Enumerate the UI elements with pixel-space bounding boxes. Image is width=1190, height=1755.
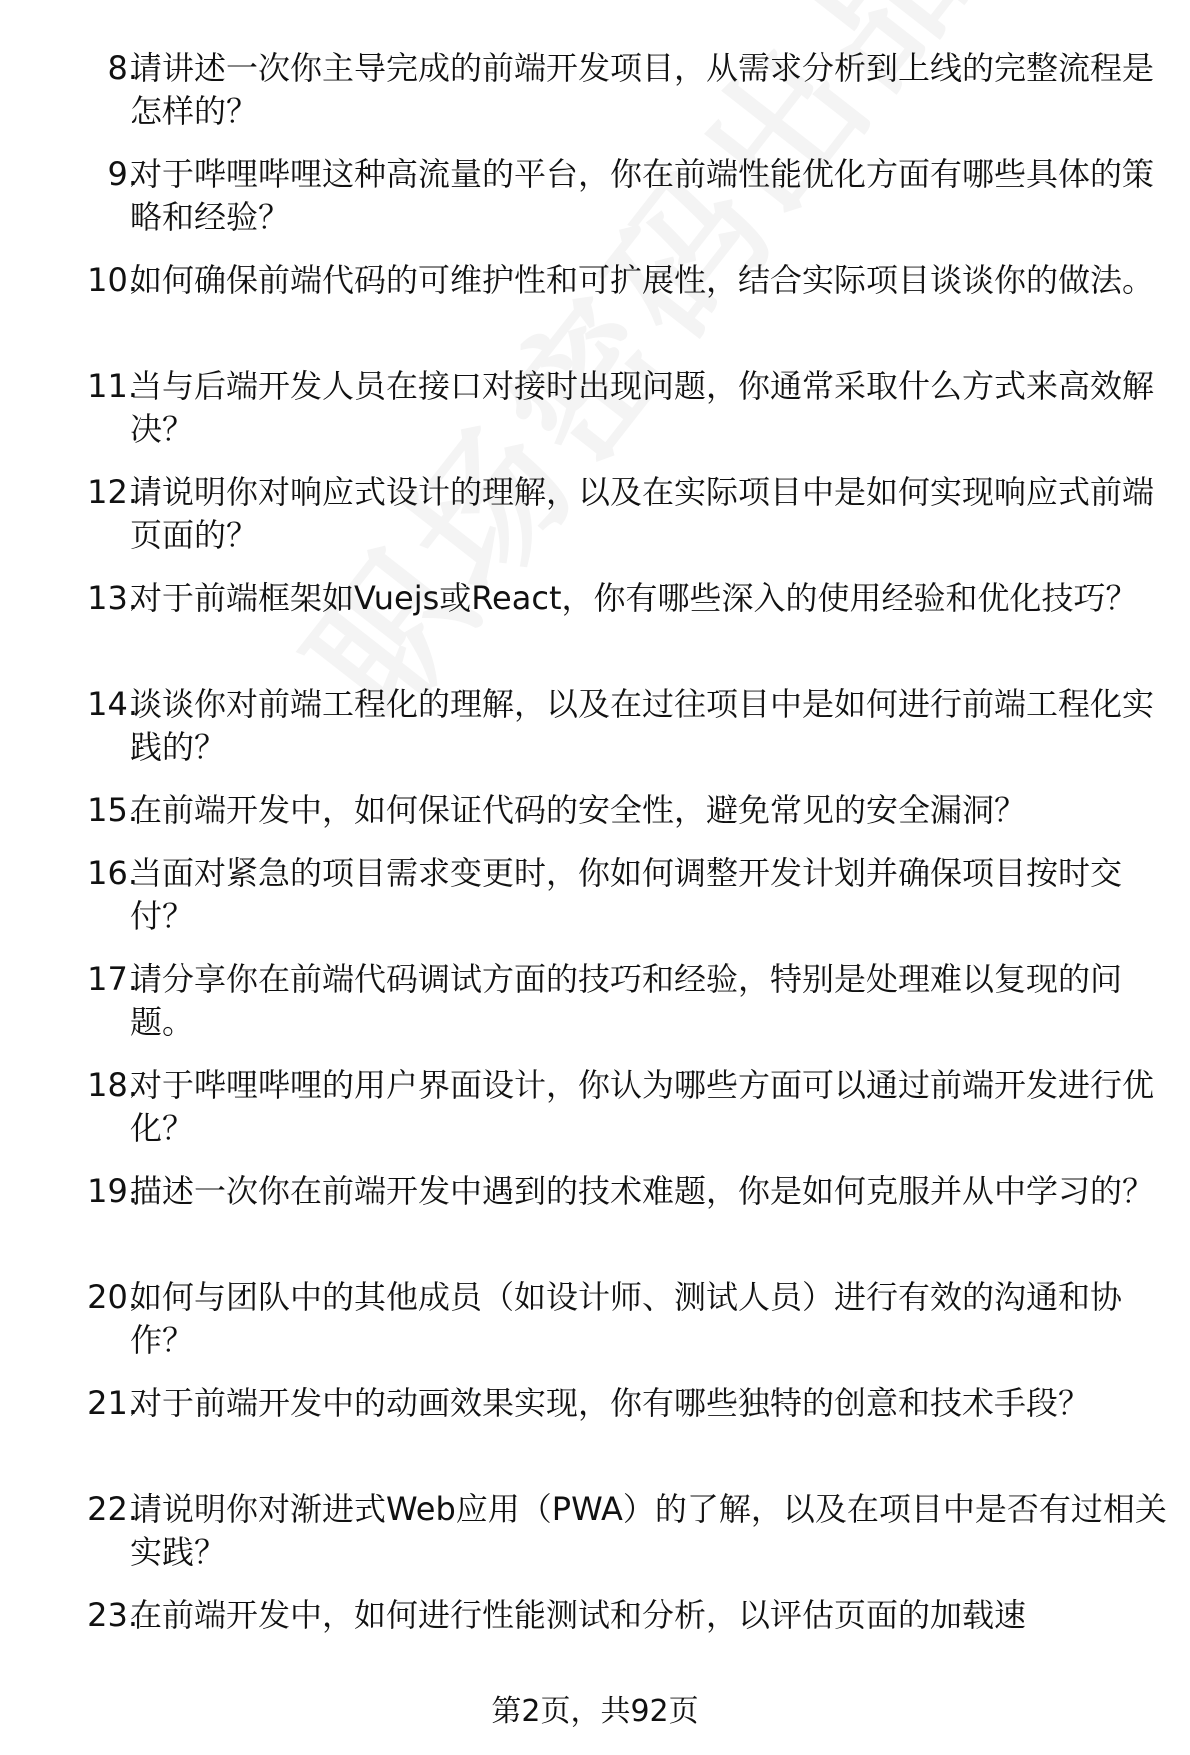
question-text: 请讲述一次你主导完成的前端开发项目，从需求分析到上线的完整流程是怎样的？ (130, 49, 1155, 130)
question-item (0, 683, 1190, 769)
question-text: 在前端开发中，如何进行性能测试和分析，以评估页面的加载速 (130, 1596, 1027, 1634)
question-item (0, 1276, 1190, 1362)
question-text: 如何与团队中的其他成员（如设计师、测试人员）进行有效的沟通和协作？ (130, 1278, 1123, 1359)
question-item (0, 259, 1190, 345)
question-item (0, 852, 1190, 938)
question-text: 如何确保前端代码的可维护性和可扩展性，结合实际项目谈谈你的做法。 (130, 261, 1155, 299)
question-number: 9. (107, 155, 138, 193)
question-text: 当与后端开发人员在接口对接时出现问题，你通常采取什么方式来高效解决？ (130, 367, 1155, 448)
question-number: 23. (87, 1596, 138, 1634)
question-number: 17. (87, 960, 138, 998)
question-item (0, 1064, 1190, 1150)
question-text: 当面对紧急的项目需求变更时，你如何调整开发计划并确保项目按时交付？ (130, 854, 1123, 935)
question-number: 15. (87, 791, 138, 829)
question-number: 14. (87, 685, 138, 723)
question-number: 12. (87, 473, 138, 511)
question-text: 请分享你在前端代码调试方面的技巧和经验，特别是处理难以复现的问题。 (130, 960, 1123, 1041)
question-text: 请说明你对渐进式Web应用（PWA）的了解，以及在项目中是否有过相关实践？ (130, 1490, 1167, 1571)
question-number: 10. (87, 261, 138, 299)
question-item (0, 153, 1190, 239)
question-text: 对于哔哩哔哩这种高流量的平台，你在前端性能优化方面有哪些具体的策略和经验？ (130, 155, 1155, 236)
question-number: 20. (87, 1278, 138, 1316)
question-text: 对于前端框架如Vuejs或React，你有哪些深入的使用经验和优化技巧？ (130, 579, 1138, 617)
question-text: 请说明你对响应式设计的理解，以及在实际项目中是如何实现响应式前端页面的？ (130, 473, 1155, 554)
question-text: 对于前端开发中的动画效果实现，你有哪些独特的创意和技术手段？ (130, 1384, 1091, 1422)
question-number: 19. (87, 1172, 138, 1210)
question-item (0, 365, 1190, 451)
question-number: 21. (87, 1384, 138, 1422)
question-item (0, 47, 1190, 133)
question-number: 11. (87, 367, 138, 405)
question-number: 18. (87, 1066, 138, 1104)
question-text: 在前端开发中，如何保证代码的安全性，避免常见的安全漏洞？ (130, 791, 1027, 829)
question-text: 谈谈你对前端工程化的理解，以及在过往项目中是如何进行前端工程化实践的？ (130, 685, 1155, 766)
question-text: 对于哔哩哔哩的用户界面设计，你认为哪些方面可以通过前端开发进行优化？ (130, 1066, 1155, 1147)
question-item (0, 958, 1190, 1044)
page-footer: 第2页，共92页 (491, 1694, 699, 1729)
question-text: 描述一次你在前端开发中遇到的技术难题，你是如何克服并从中学习的？ (130, 1172, 1155, 1210)
question-number: 16. (87, 854, 138, 892)
question-number: 8. (107, 49, 138, 87)
question-item (0, 577, 1190, 663)
question-item (0, 1594, 1190, 1637)
question-number: 13. (87, 579, 138, 617)
question-list (0, 47, 1190, 1657)
question-item (0, 789, 1190, 832)
question-number: 22. (87, 1490, 138, 1528)
question-item (0, 1488, 1190, 1574)
question-item (0, 1382, 1190, 1468)
question-item (0, 471, 1190, 557)
question-item (0, 1170, 1190, 1256)
